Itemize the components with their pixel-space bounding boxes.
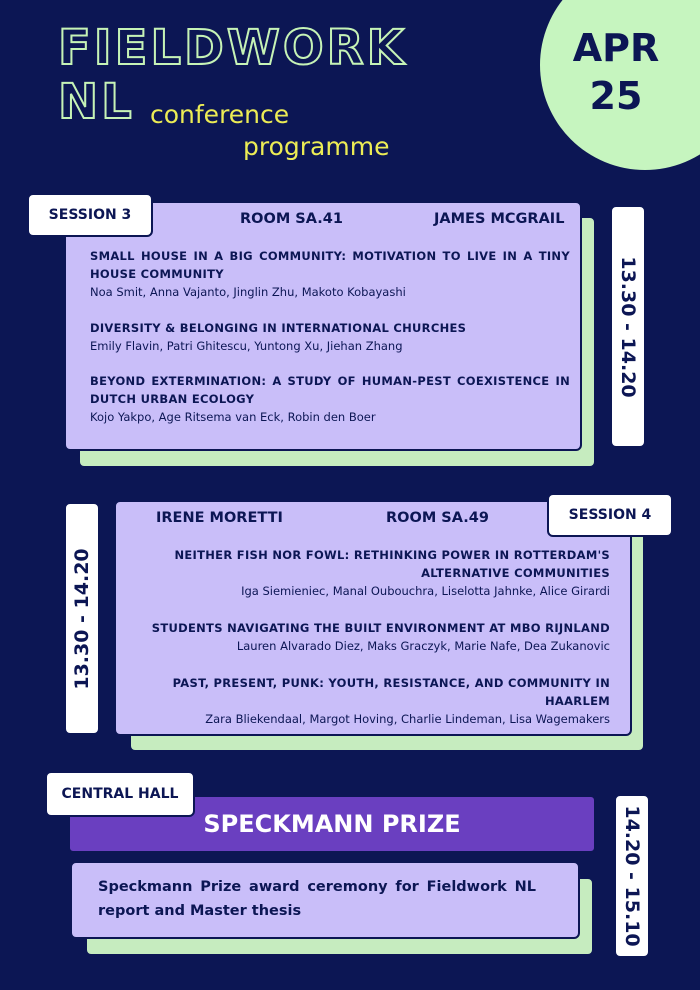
prize-desc-line: report and Master thesis: [98, 903, 302, 919]
session3-card: [64, 201, 582, 451]
session4-tag: SESSION 4: [547, 493, 673, 537]
session3-talk-3: [90, 372, 570, 426]
date-month: APR: [572, 26, 660, 70]
talk-title: STUDENTS NAVIGATING THE BUILT ENVIRONMENT AT MBO RIJNLAND: [151, 621, 610, 635]
title-nl: NL: [58, 74, 135, 130]
talk-title: NEITHER FISH NOR FOWL: RETHINKING POWER IN ROTTERDAM'S: [174, 548, 610, 562]
prize-desc-line: Speckmann Prize award ceremony for Fieldwork NL: [98, 879, 536, 895]
talk-authors: Lauren Alvarado Diez, Maks Graczyk, Marie Nafe, Dea Zukanovic: [236, 639, 610, 653]
title-fieldwork: FIELDWORK: [58, 20, 407, 76]
talk-title: HOUSE COMMUNITY: [90, 267, 224, 281]
talk-authors: Emily Flavin, Patri Ghitescu, Yuntong Xu, Jiehan Zhang: [90, 339, 403, 353]
session3-time-box: [610, 205, 646, 448]
session3-tag: SESSION 3: [27, 193, 153, 237]
talk-authors: Iga Siemieniec, Manal Oubouchra, Liselotta Jahnke, Alice Girardi: [241, 584, 610, 598]
session4-room: ROOM SA.49: [386, 510, 489, 526]
talk-authors: Kojo Yakpo, Age Ritsema van Eck, Robin den Boer: [90, 410, 376, 424]
session3-room: ROOM SA.41: [240, 211, 343, 227]
prize-description: [98, 875, 536, 923]
talk-title: DIVERSITY & BELONGING IN INTERNATIONAL CHURCHES: [90, 321, 467, 335]
prize-title-bar: SPECKMANN PRIZE: [68, 795, 596, 853]
talk-authors: Zara Bliekendaal, Margot Hoving, Charlie Lindeman, Lisa Wagemakers: [205, 712, 610, 726]
talk-title: PAST, PRESENT, PUNK: YOUTH, RESISTANCE, AND COMMUNITY IN HAARLEM: [172, 676, 610, 708]
subtitle-conference: conference: [150, 100, 290, 129]
talk-title: SMALL HOUSE IN A BIG COMMUNITY: MOTIVATION TO LIVE IN A TINY: [90, 249, 570, 263]
prize-time: 14.20 - 15.10: [621, 805, 643, 947]
talk-title: BEYOND EXTERMINATION: A STUDY OF HUMAN-PEST COEXISTENCE IN: [90, 374, 570, 388]
talk-title: DUTCH URBAN ECOLOGY: [90, 392, 255, 406]
session4-talk-2: [128, 619, 610, 655]
session3-time: 13.30 - 14.20: [617, 255, 639, 398]
talk-authors: Noa Smit, Anna Vajanto, Jinglin Zhu, Makoto Kobayashi: [90, 285, 406, 299]
session4-time-box: [64, 502, 100, 735]
session4-talk-3: [128, 674, 610, 728]
session4-time: 13.30 - 14.20: [71, 547, 93, 690]
session4-chair: IRENE MORETTI: [156, 510, 283, 526]
date-day: 25: [589, 74, 643, 118]
subtitle-programme: programme: [243, 132, 390, 161]
prize-location-tag: CENTRAL HALL: [45, 771, 195, 817]
session3-chair: JAMES MCGRAIL: [434, 211, 565, 227]
talk-title: ALTERNATIVE COMMUNITIES: [421, 566, 610, 580]
session4-talk-1: [128, 546, 610, 600]
prize-time-box: [614, 794, 650, 958]
session3-talk-1: [90, 247, 570, 301]
prize-card: [70, 861, 580, 939]
session3-talk-2: [90, 319, 570, 355]
